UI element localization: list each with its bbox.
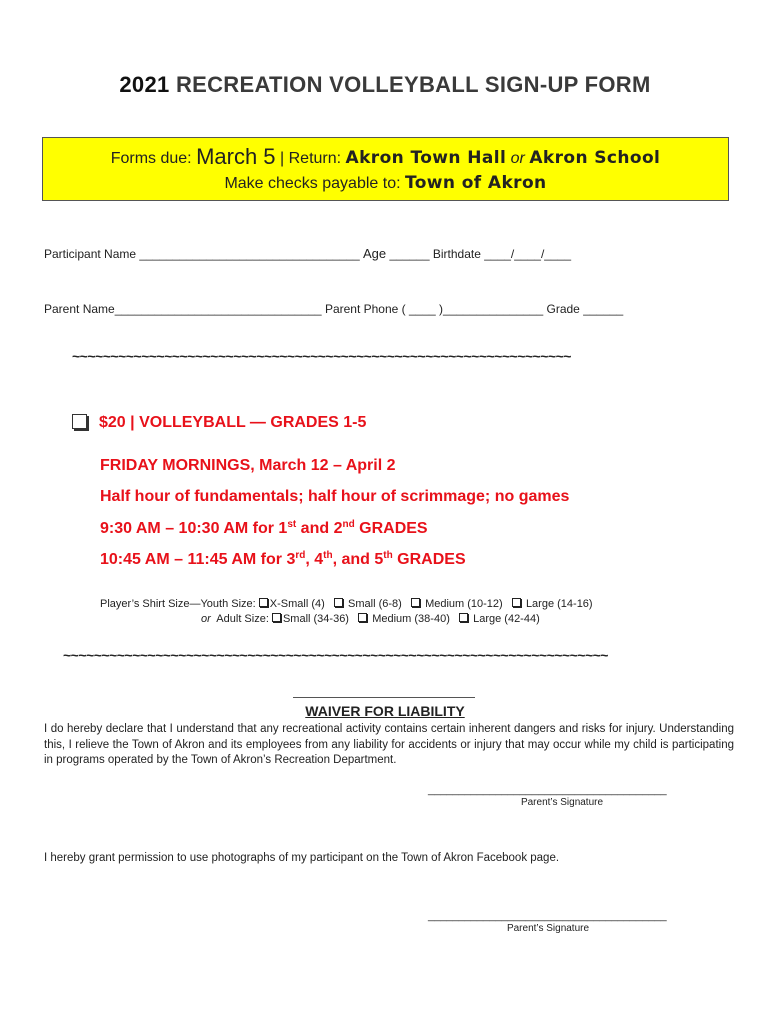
program-format: Half hour of fundamentals; half hour of scrimmage; no games [100,488,570,505]
session-2-sup-2: th [323,550,333,561]
program-offer [72,414,366,432]
session-1-sup-1: st [287,519,297,530]
checkbox-icon [358,613,367,622]
session-2 [100,550,466,569]
checkbox-icon [334,598,343,607]
birthdate-field[interactable]: ____/____/____ [484,247,571,261]
birthdate-label: Birthdate [432,247,481,261]
session-2-sup-3: th [383,550,393,561]
checkbox-icon [272,613,281,622]
due-line [43,144,728,170]
checks-label: Make checks payable to: [224,175,401,192]
option-label: Medium (38-40) [372,613,450,625]
title-year: 2021 [119,72,170,97]
session-1 [100,519,428,538]
due-date: March 5 [196,144,276,169]
checkbox-icon [259,598,268,607]
checkbox-icon [459,613,468,622]
program-name: VOLLEYBALL [139,414,246,431]
session-2-text-d: GRADES [392,551,466,568]
adult-option-medium[interactable] [358,613,450,625]
checks-line [43,173,728,193]
session-1-text-a: 9:30 AM – 10:30 AM for 1 [100,520,288,537]
parent-name-field[interactable]: _______________________________ [114,302,322,316]
session-1-text-c: GRADES [354,520,428,537]
photo-permission-text: I hereby grant permission to use photographs of my participant on the Town of Akron Facebook page. [44,852,560,864]
waiver-signature-line[interactable]: _______________________________________ [428,784,667,796]
adult-shirt-row [201,613,540,625]
participant-name-field[interactable]: _________________________________ [139,247,360,261]
option-label: Medium (10-12) [425,598,503,610]
or-text: or [510,150,525,167]
tilde-divider-1: ~~~~~~~~~~~~~~~~~~~~~~~~~~~~~~~~~~~~~~~~~~~~~~~~~~~~~~~~~~~~~~~~~ [72,348,571,364]
option-label: Small (34-36) [282,613,349,625]
photo-signature-label: Parent’s Signature [506,923,590,934]
waiver-rule [293,697,475,698]
option-label: Large (14-16) [525,598,593,610]
program-separator: | [130,414,135,431]
waiver-title: WAIVER FOR LIABILITY [305,703,465,719]
title-text: RECREATION VOLLEYBALL SIGN-UP FORM [175,72,651,97]
program-checkbox[interactable] [72,414,87,429]
return-place-1: Akron Town Hall [345,148,507,168]
youth-option-small[interactable] [334,598,402,610]
session-2-sup-1: rd [295,550,306,561]
forms-due-label: Forms due: [110,150,192,167]
parent-row [44,302,623,316]
grade-field[interactable]: ______ [583,302,624,316]
session-1-text-b: and 2 [296,520,343,537]
adult-option-small[interactable] [272,613,349,625]
payee: Town of Akron [404,173,547,193]
banner-separator: | [280,150,285,167]
grade-label: Grade [546,302,580,316]
adult-option-large[interactable] [459,613,540,625]
age-field[interactable]: ______ [389,247,430,261]
youth-option-large[interactable] [512,598,593,610]
return-label: Return: [288,150,342,167]
program-grades: — GRADES 1-5 [249,414,367,431]
session-2-text-b: , 4 [305,551,324,568]
due-info-banner [42,137,729,201]
session-1-sup-2: nd [342,519,355,530]
youth-size-label: Player’s Shirt Size—Youth Size: [100,598,256,610]
program-price: $20 [99,414,126,431]
program-schedule: FRIDAY MORNINGS, March 12 – April 2 [100,457,396,474]
youth-option-xsmall[interactable] [259,598,325,610]
tilde-divider-2: ~~~~~~~~~~~~~~~~~~~~~~~~~~~~~~~~~~~~~~~~~~~~~~~~~~~~~~~~~~~~~~~~~~~~~~~ [63,647,608,663]
option-label: Small (6-8) [348,598,402,610]
age-label: Age [362,246,387,261]
option-label: X-Small (4) [269,598,325,610]
participant-name-label: Participant Name [44,247,137,261]
waiver-text: I do hereby declare that I understand that any recreational activity contains certain inherent dangers and risks for injury. Understanding this, I relieve the Town of Akron and its employees from any liability for accidents or injury that may occur while my child is participating in programs operated by the Town of Akron’s Recreation Department. [44,723,734,766]
checkbox-icon [411,598,420,607]
parent-phone-field[interactable]: ( ____ )_______________ [401,302,544,316]
participant-row [44,246,571,261]
checkbox-icon [512,598,521,607]
session-2-text-a: 10:45 AM – 11:45 AM for 3 [100,551,296,568]
parent-name-label: Parent Name [44,302,115,316]
option-label: Large (42-44) [473,613,540,625]
youth-option-medium[interactable] [411,598,503,610]
adult-or-text: or [201,613,211,625]
waiver-signature-label: Parent’s Signature [520,797,604,808]
adult-size-label: Adult Size: [216,613,269,625]
session-2-text-c: , and 5 [332,551,384,568]
return-place-2: Akron School [529,148,661,168]
page-title [0,72,770,98]
parent-phone-label: Parent Phone [324,302,399,316]
youth-shirt-row [100,598,593,610]
photo-signature-line[interactable]: _______________________________________ [428,910,667,922]
